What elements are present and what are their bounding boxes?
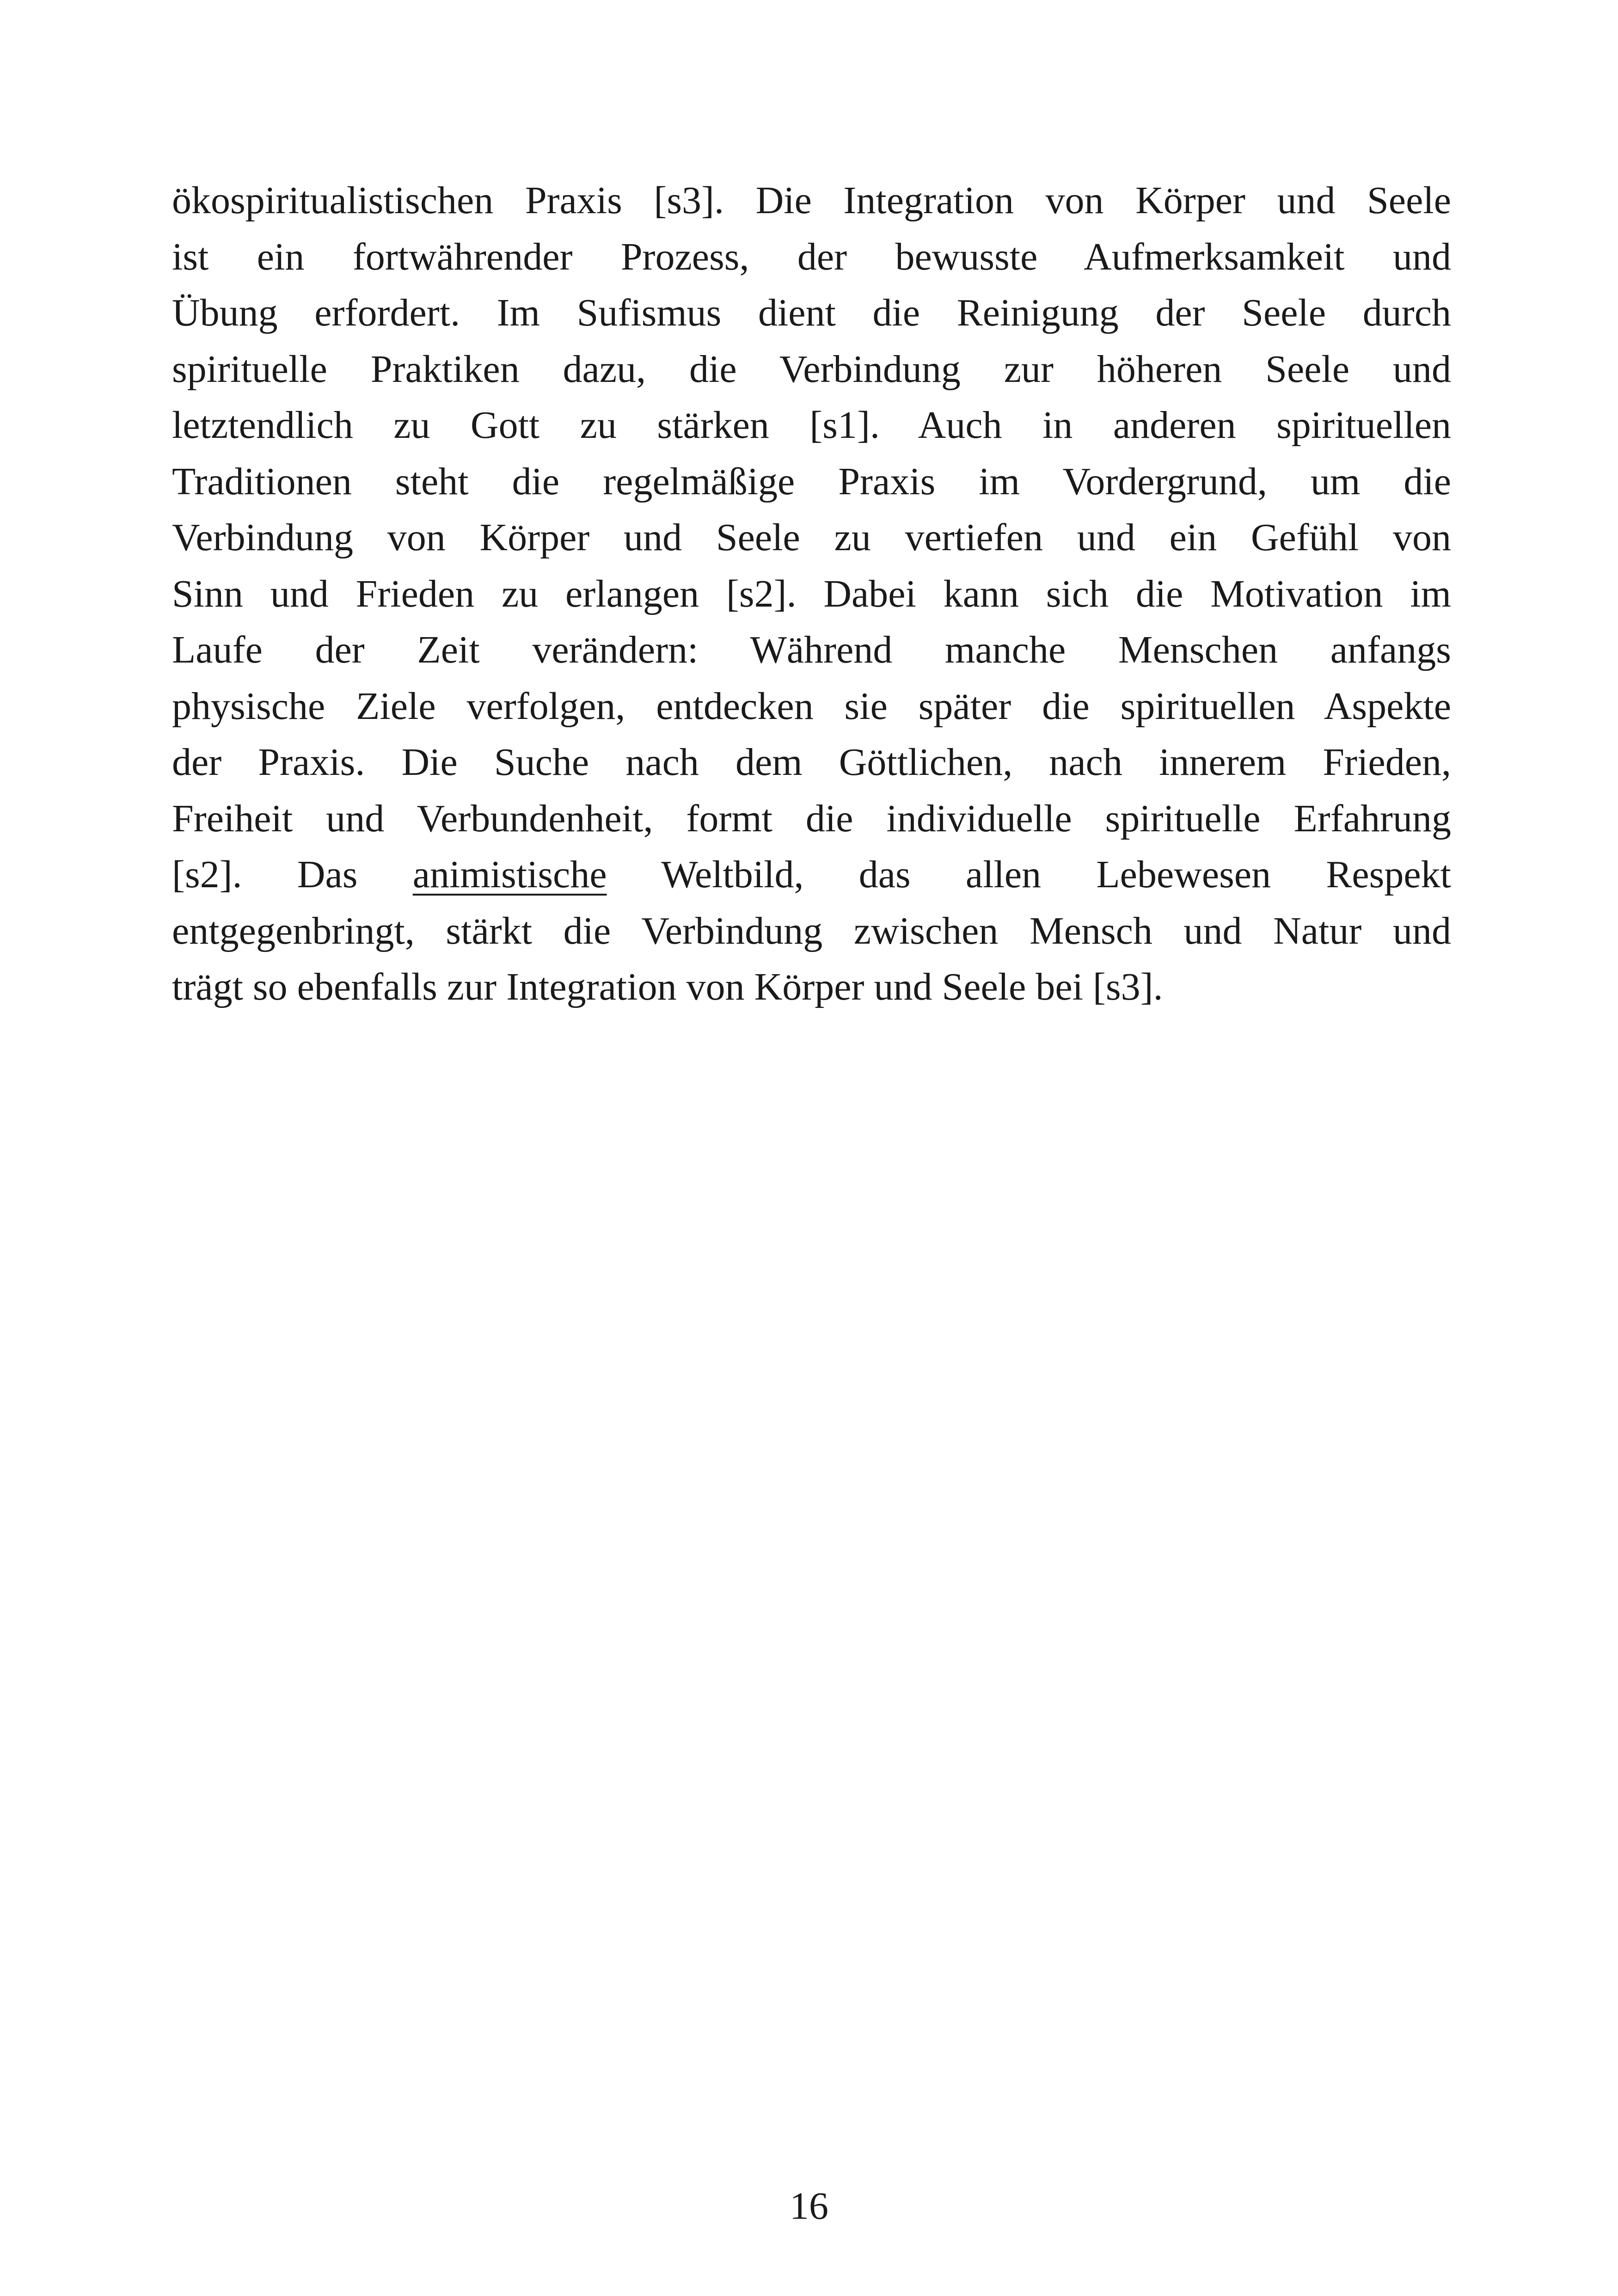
text-line: Sinn und Frieden zu erlangen [s2]. Dabei kann sich die Motivation im: [172, 572, 1451, 615]
text-segment: Weltbild, das allen Lebewesen Respekt: [607, 853, 1451, 896]
text-line: der Praxis. Die Suche nach dem Göttlichen, nach innerem Frieden,: [172, 741, 1451, 784]
text-line: letztendlich zu Gott zu stärken [s1]. Auch in anderen spirituellen: [172, 404, 1451, 447]
text-line: Freiheit und Verbundenheit, formt die individuelle spirituelle Erfahrung: [172, 797, 1451, 840]
text-line: ökospiritualistischen Praxis [s3]. Die Integration von Körper und Seele: [172, 179, 1451, 222]
text-line: Verbindung von Körper und Seele zu vertiefen und ein Gefühl von: [172, 516, 1451, 559]
underlined-word: animistische: [412, 853, 607, 896]
text-line-with-underline: [172, 847, 1451, 903]
text-segment: [s2]. Das: [172, 853, 413, 896]
text-line: Laufe der Zeit verändern: Während manche Menschen anfangs: [172, 628, 1451, 671]
text-line: Übung erfordert. Im Sufismus dient die Reinigung der Seele durch: [172, 291, 1451, 334]
text-line: Traditionen steht die regelmäßige Praxis im Vordergrund, um die: [172, 460, 1451, 503]
text-line: entgegenbringt, stärkt die Verbindung zwischen Mensch und Natur und: [172, 909, 1451, 952]
text-line: trägt so ebenfalls zur Integration von Körper und Seele bei [s3].: [172, 965, 1163, 1008]
body-paragraph: [172, 172, 1451, 1015]
text-line: ist ein fortwährender Prozess, der bewusste Aufmerksamkeit und: [172, 235, 1451, 278]
text-line: spirituelle Praktiken dazu, die Verbindung zur höheren Seele und: [172, 347, 1451, 391]
text-line: physische Ziele verfolgen, entdecken sie später die spirituellen Aspekte: [172, 684, 1451, 728]
page-number: 16: [790, 2185, 828, 2228]
